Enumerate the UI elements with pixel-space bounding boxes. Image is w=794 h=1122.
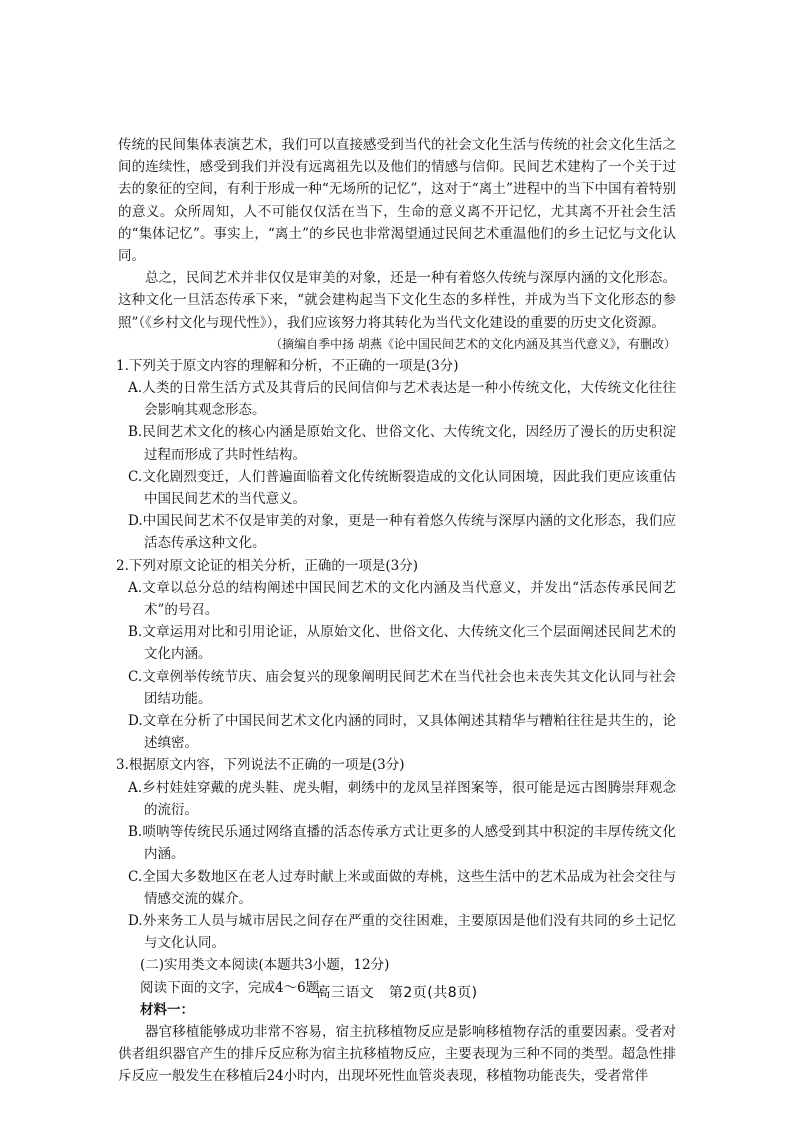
passage-paragraph-1: 传统的民间集体表演艺术，我们可以直接感受到当代的社会文化生活与传统的社会文化生活之间的连续性，感受到我们并没有远离祖先以及他们的情感与信仰。民间艺术建构了一个关于过去的象征的空间，有利于形成一种“无场所的记忆”，这对于“离土”进程中的当下中国有着特别的意义。众所周知，人不可能仅仅活在当下，生命的意义离不开记忆，尤其离不开社会生活的“集体记忆”。事实上，“离土”的乡民也非常渴望通过民间艺术重温他们的乡土记忆与文化认同。 — [118, 137, 676, 265]
question-option: D.外来务工人员与城市居民之间存在严重的交往困难，主要原因是他们没有共同的乡土记忆与文化认同。 — [128, 912, 676, 952]
question-stem: 1.下列关于原文内容的理解和分析，不正确的一项是(3分) — [116, 357, 459, 374]
passage-paragraph-2: 总之，民间艺术并非仅仅是审美的对象，还是一种有着悠久传统与深厚内涵的文化形态。这种文化一旦活态传承下来，“就会建构起当下文化生态的多样性，并成为当下文化形态的参照”（《乡村文化与现代性》），我们应该努力将其转化为当代文化建设的重要的历史文化资源。 — [118, 270, 676, 331]
question-1 — [118, 355, 676, 555]
question-3 — [118, 754, 676, 954]
question-stem: 3.根据原文内容，下列说法不正确的一项是(3分) — [116, 757, 405, 774]
material-paragraph: 器官移植能够成功非常不容易，宿主抗移植物反应是影响移植物存活的重要因素。受者对供者组织器官产生的排斥反应称为宿主抗移植物反应，主要表现为三种不同的类型。超急性排斥反应一般发生在移植后24小时内，出现坏死性血管炎表现，移植物功能丧失，受者常伴 — [118, 1023, 676, 1085]
question-stem: 2.下列对原文论证的相关分析，正确的一项是(3分) — [116, 557, 419, 574]
question-option: D.中国民间艺术不仅是审美的对象，更是一种有着悠久传统与深厚内涵的文化形态，我们应活态传承这种文化。 — [128, 513, 676, 552]
page-footer: 高三语文 第2页(共8页) — [316, 985, 478, 1001]
material-title: 材料一： — [140, 1001, 194, 1018]
question-option: B.民间艺术文化的核心内涵是原始文化、世俗文化、大传统文化，因经历了漫长的历史积淀过程而形成了共时性结构。 — [128, 424, 676, 463]
question-option: B.唢呐等传统民乐通过网络直播的活态传承方式让更多的人感受到其中积淀的丰厚传统文化内涵。 — [128, 824, 676, 863]
question-option: C.全国大多数地区在老人过寿时献上米或面做的寿桃，这些生活中的艺术品成为社会交往与情感交流的媒介。 — [128, 868, 676, 907]
question-option: C.文化剧烈变迁，人们普遍面临着文化传统断裂造成的文化认同困境，因此我们更应该重估中国民间艺术的当代意义。 — [128, 468, 676, 508]
question-option: A.乡村娃娃穿戴的虎头鞋、虎头帽，刺绣中的龙凤呈祥图案等，很可能是远古图腾崇拜观念的流衍。 — [128, 779, 676, 818]
exam-page-content — [118, 134, 676, 1088]
question-option: D.文章在分析了中国民间艺术文化内涵的同时，又具体阐述其精华与糟粕往往是共生的，论述缜密。 — [128, 713, 676, 752]
section-instruction: 阅读下面的文字，完成4～6题。 — [140, 979, 333, 996]
question-2 — [118, 555, 676, 755]
question-option: B.文章运用对比和引用论证，从原始文化、世俗文化、大传统文化三个层面阐述民间艺术的文化内涵。 — [128, 624, 676, 663]
section-heading: (二)实用类文本阅读(本题共3小题，12分) — [140, 957, 390, 974]
passage-citation: （摘编自季中扬 胡燕《论中国民间艺术的文化内涵及其当代意义》，有删改） — [270, 336, 676, 351]
question-option: A.人类的日常生活方式及其背后的民间信仰与艺术表达是一种小传统文化，大传统文化往往会影响其观念形态。 — [128, 380, 676, 419]
question-option: C.文章例举传统节庆、庙会复兴的现象阐明民间艺术在当代社会也未丧失其文化认同与社会团结功能。 — [128, 668, 676, 707]
question-option: A.文章以总分总的结构阐述中国民间艺术的文化内涵及当代意义，并发出“活态传承民间艺术”的号召。 — [128, 579, 676, 619]
